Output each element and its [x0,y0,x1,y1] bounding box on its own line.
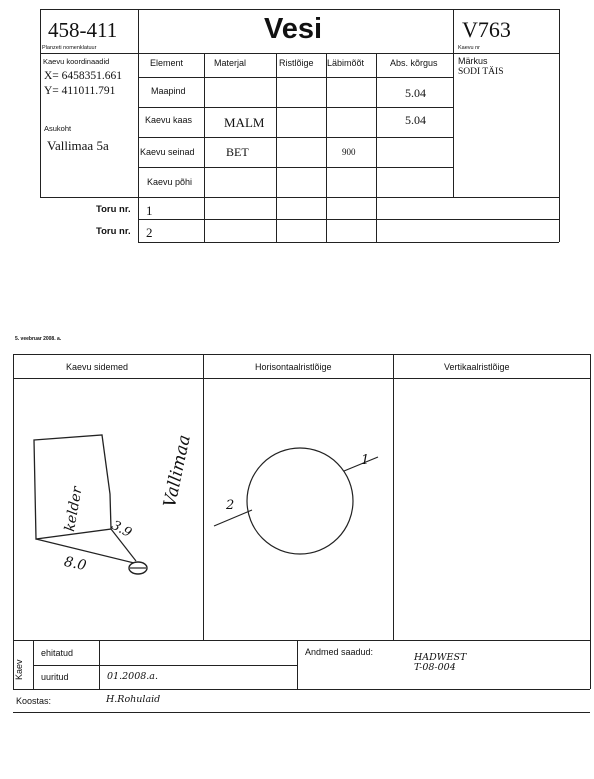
side-label: Kaev [14,659,24,680]
pipe-value: 2 [146,225,153,240]
row-element: Maapind [151,86,186,96]
row-element: Kaevu põhi [147,177,193,187]
location-value: Vallimaa 5a [47,138,109,153]
street-name: Vallimaa [160,433,195,510]
section-vertical: Vertikaalristlõige [444,362,510,372]
nomenclature-label: Planzeti nomenklatuur [42,45,97,51]
compiled-label: Koostas: [16,696,52,706]
row-materjal: BET [226,145,249,159]
pipe-label: Toru nr. [96,204,131,215]
dimension-label: 3.9 [108,518,134,541]
well-number-label: Kaevu nr [458,45,481,51]
date-note: 5. veebruar 2008. a. [15,336,62,342]
header-ristloige: Ristlõige [279,58,314,68]
data-from-value: T-08-004 [414,662,456,673]
row-materjal: MALM [224,115,265,130]
row-element: Kaevu kaas [145,115,193,125]
coord-y: Y= 411011.791 [44,85,116,97]
header-abs-korgus: Abs. kõrgus [390,58,438,68]
nomenclature-number: 458-411 [48,18,118,42]
header-element: Element [150,58,184,68]
header-labimoot: Läbimõõt [327,58,365,68]
remarks-value: SODI TÄIS [458,67,504,77]
section-horizontal: Horisontaalristlõige [255,362,332,372]
row-labimoot: 900 [342,147,356,157]
surveyed-label: uuritud [41,672,69,682]
data-from-value: HADWEST [414,652,467,663]
surveyed-value: 01.2008.a. [107,671,158,682]
compiled-value: H.Rohulaid [106,694,161,705]
row-abs: 5.04 [405,113,426,127]
header-materjal: Materjal [214,58,247,68]
pipe-number: 2 [226,498,235,513]
coord-x: X= 6458351.661 [44,70,123,82]
row-abs: 5.04 [405,86,426,100]
page-title: Vesi [264,13,323,45]
connections-sketch [14,379,202,639]
built-label: ehitatud [41,648,74,658]
row-element: Kaevu seinad [140,147,195,157]
remarks-label: Märkus [458,56,488,66]
data-from-label: Andmed saadud: [305,647,374,657]
location-label: Asukoht [44,124,72,133]
pipe-label: Toru nr. [96,226,131,237]
building-label: kelder [62,485,86,533]
well-number: V763 [462,17,511,42]
coords-label: Kaevu koordinaadid [43,57,110,66]
pipe-value: 1 [146,203,153,218]
dimension-label: 8.0 [62,553,88,575]
pipe-number: 1 [361,453,370,468]
section-connections: Kaevu sidemed [66,362,129,372]
well-circle [247,448,353,554]
